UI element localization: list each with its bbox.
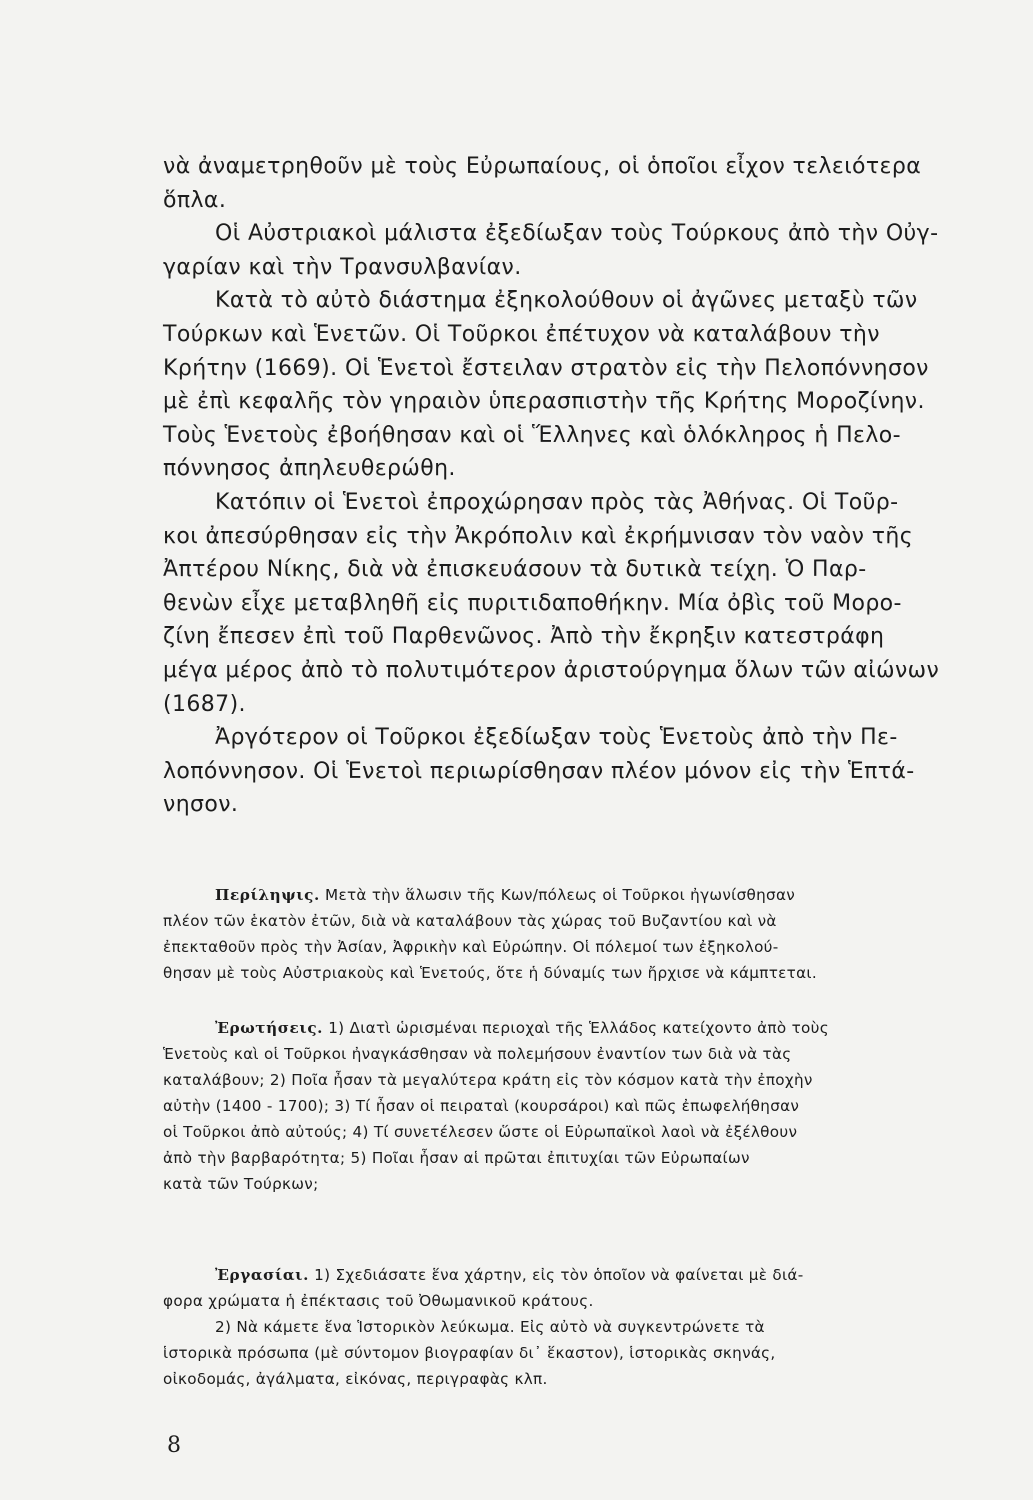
text-line: μὲ ἐπὶ κεφαλῆς τὸν γηραιὸν ὑπερασπιστὴν τῆς Κρήτης Μοροζίνην.	[163, 389, 925, 415]
text-line: Κατὰ τὸ αὐτὸ διάστημα ἐξηκολούθουν οἱ ἀγῶνες μεταξὺ τῶν	[215, 288, 918, 314]
text-line: ὅπλα.	[163, 187, 227, 213]
summary-text: Μετὰ τὴν ἅλωσιν τῆς Κων/πόλεως οἱ Τοῦρκοι ἠγωνίσθησαν	[319, 886, 796, 904]
text-line: Κατόπιν οἱ Ἑνετοὶ ἐπροχώρησαν πρὸς τὰς Ἀθήνας. Οἱ Τοῦρ-	[215, 489, 899, 515]
works-text: 1) Σχεδιάσατε ἕνα χάρτην, εἰς τὸν ὁποῖον νὰ φαίνεται μὲ διά-	[309, 1266, 804, 1284]
works-section	[163, 1262, 1023, 1392]
questions-line: κατὰ τῶν Τούρκων;	[163, 1175, 319, 1193]
summary-line: ἐπεκταθοῦν πρὸς τὴν Ἀσίαν, Ἀφρικὴν καὶ Εὐρώπην. Οἱ πόλεμοί των ἐξηκολού-	[163, 938, 779, 956]
text-line: νὰ ἀναμετρηθοῦν μὲ τοὺς Εὐρωπαίους, οἱ ὁποῖοι εἶχον τελειότερα	[163, 154, 922, 179]
main-text	[163, 150, 1023, 822]
text-line: Οἱ Αὐστριακοὶ μάλιστα ἐξεδίωξαν τοὺς Τούρκους ἀπὸ τὴν Οὐγ-	[215, 221, 939, 247]
text-line: (1687).	[163, 691, 246, 717]
works-first-line	[163, 1262, 1023, 1288]
questions-line: καταλάβουν; 2) Ποῖα ἦσαν τὰ μεγαλύτερα κράτη εἰς τὸν κόσμον κατὰ τὴν ἐποχὴν	[163, 1071, 813, 1089]
page-number: 8	[167, 1433, 181, 1458]
summary-section	[163, 882, 1023, 986]
questions-line: οἱ Τοῦρκοι ἀπὸ αὐτούς; 4) Τί συνετέλεσεν ὥστε οἱ Εὐρωπαϊκοὶ λαοὶ νὰ ἐξέλθουν	[163, 1123, 798, 1141]
works-line: φορα χρώματα ἡ ἐπέκτασις τοῦ Ὀθωμανικοῦ κράτους.	[163, 1292, 594, 1310]
works-line: ἱστορικὰ πρόσωπα (μὲ σύντομον βιογραφίαν δι᾿ ἕκαστον), ἱστορικὰς σκηνάς,	[163, 1344, 776, 1362]
text-line: Τοὺς Ἑνετοὺς ἐβοήθησαν καὶ οἱ Ἕλληνες καὶ ὁλόκληρος ἡ Πελο-	[163, 422, 901, 448]
questions-text: 1) Διατὶ ὡρισμέναι περιοχαὶ τῆς Ἑλλάδος κατείχοντο ἀπὸ τοὺς	[323, 1019, 829, 1037]
text-line: πόννησος ἀπηλευθερώθη.	[163, 456, 456, 482]
text-line: κοι ἀπεσύρθησαν εἰς τὴν Ἀκρόπολιν καὶ ἐκρήμνισαν τὸν ναὸν τῆς	[163, 523, 914, 549]
works-label: Ἐργασίαι.	[215, 1266, 310, 1284]
questions-line: αὐτὴν (1400 - 1700); 3) Τί ἦσαν οἱ πειραταὶ (κουρσάροι) καὶ πῶς ἐπωφελήθησαν	[163, 1097, 800, 1115]
works-line: 2) Νὰ κάμετε ἕνα Ἱστορικὸν λεύκωμα. Εἰς αὐτὸ νὰ συγκεντρώνετε τὰ	[215, 1318, 765, 1336]
text-line: Ἀπτέρου Νίκης, διὰ νὰ ἐπισκευάσουν τὰ δυτικὰ τείχη. Ὁ Παρ-	[163, 557, 867, 583]
questions-section	[163, 1015, 1023, 1197]
text-line: Ἀργότερον οἱ Τοῦρκοι ἐξεδίωξαν τοὺς Ἑνετοὺς ἀπὸ τὴν Πε-	[215, 725, 898, 751]
text-line: Κρήτην (1669). Οἱ Ἑνετοὶ ἔστειλαν στρατὸν εἰς τὴν Πελοπόννησον	[163, 355, 929, 381]
text-line: ζίνη ἔπεσεν ἐπὶ τοῦ Παρθενῶνος. Ἀπὸ τὴν ἔκρηξιν κατεστράφη	[163, 624, 885, 650]
works-line: οἰκοδομάς, ἀγάλματα, εἰκόνας, περιγραφὰς κλπ.	[163, 1370, 548, 1388]
text-line: θενὼν εἶχε μεταβληθῆ εἰς πυριτιδαποθήκην. Μία ὀβὶς τοῦ Μορο-	[163, 590, 902, 616]
summary-first-line	[163, 882, 1023, 908]
text-line: λοπόννησον. Οἱ Ἑνετοὶ περιωρίσθησαν πλέον μόνον εἰς τὴν Ἑπτά-	[163, 758, 915, 784]
text-line: Τούρκων καὶ Ἑνετῶν. Οἱ Τοῦρκοι ἐπέτυχον νὰ καταλάβουν τὴν	[163, 321, 880, 347]
summary-label: Περίληψις.	[215, 886, 320, 904]
summary-line: πλέον τῶν ἑκατὸν ἐτῶν, διὰ νὰ καταλάβουν τὰς χώρας τοῦ Βυζαντίου καὶ νὰ	[163, 912, 777, 930]
questions-line: ἀπὸ τὴν βαρβαρότητα; 5) Ποῖαι ἦσαν αἱ πρῶται ἐπιτυχίαι τῶν Εὐρωπαίων	[163, 1149, 750, 1167]
text-line: μέγα μέρος ἀπὸ τὸ πολυτιμότερον ἀριστούργημα ὅλων τῶν αἰώνων	[163, 657, 940, 683]
questions-first-line	[163, 1015, 1023, 1041]
text-line: νησον.	[163, 792, 239, 818]
summary-line: θησαν μὲ τοὺς Αὐστριακοὺς καὶ Ἑνετούς, ὅτε ἡ δύναμίς των ἤρχισε νὰ κάμπτεται.	[163, 964, 817, 982]
questions-line: Ἑνετοὺς καὶ οἱ Τοῦρκοι ἠναγκάσθησαν νὰ πολεμήσουν ἐναντίον των διὰ νὰ τὰς	[163, 1045, 792, 1063]
questions-label: Ἐρωτήσεις.	[215, 1019, 324, 1037]
text-line: γαρίαν καὶ τὴν Τρανσυλβανίαν.	[163, 254, 522, 280]
